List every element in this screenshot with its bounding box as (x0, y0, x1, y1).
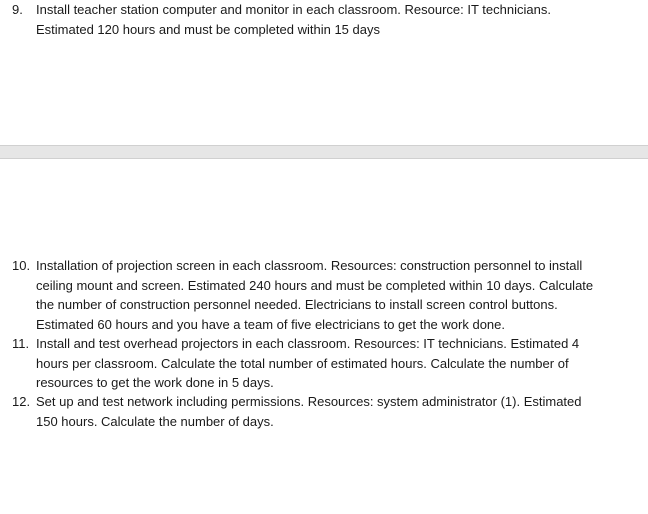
list-number: 11. (12, 336, 30, 351)
text-line: Install teacher station computer and monitor in each classroom. Resource: IT technicians. (36, 2, 551, 17)
document-page-upper (0, 0, 648, 145)
document-page-lower (0, 159, 648, 514)
text-line: hours per classroom. Calculate the total number of estimated hours. Calculate the number of (36, 355, 569, 371)
text-line: ceiling mount and screen. Estimated 240 hours and must be completed within 10 days. Calculate (36, 277, 594, 293)
text-line: Set up and test network including permissions. Resources: system administrator (1). Estimated (36, 394, 582, 409)
text-line: resources to get the work done in 5 days. (36, 375, 274, 390)
list-number: 12. (12, 394, 31, 409)
list-number: 10. (12, 258, 31, 273)
list-number: 9. (12, 2, 23, 17)
text-line: Installation of projection screen in each classroom. Resources: construction personnel to install (36, 258, 583, 273)
text-line: 150 hours. Calculate the number of days. (36, 413, 274, 429)
text-line: Estimated 60 hours and you have a team of five electricians to get the work done. (36, 316, 505, 332)
list-item-text (36, 334, 624, 393)
list-item-text (36, 256, 624, 334)
list-item-text (36, 392, 624, 431)
page-break-divider (0, 145, 648, 159)
list-item-text (36, 0, 624, 39)
text-line: Estimated 120 hours and must be completed within 15 days (36, 21, 380, 37)
text-line: the number of construction personnel needed. Electricians to install screen control buttons. (36, 297, 558, 312)
text-line: Install and test overhead projectors in each classroom. Resources: IT technicians. Estimated 4 (36, 336, 580, 351)
